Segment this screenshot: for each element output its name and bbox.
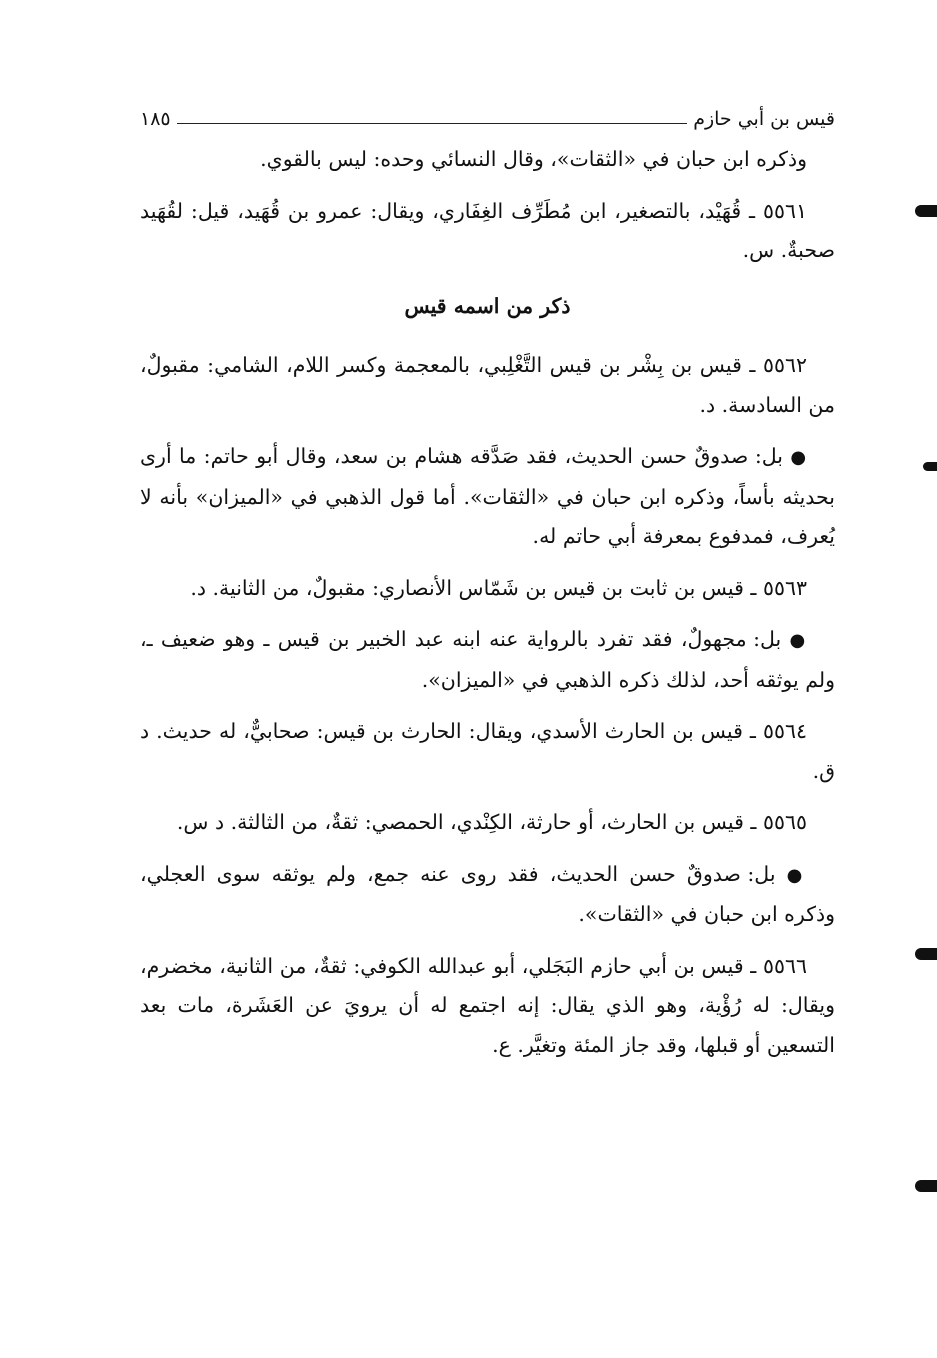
page-body xyxy=(140,140,835,1077)
bullet-icon: ● xyxy=(789,630,807,651)
section-heading xyxy=(140,287,835,327)
entry-text: ٥٥٦٤ ـ قيس بن الحارث الأسدي، ويقال: الحارث بن قيس: صحابيٌّ، له حديث. د ق. xyxy=(140,719,835,783)
entry-text: ٥٥٦٥ ـ قيس بن الحارث، أو حارثة، الكِنْدي، الحمصي: ثقةٌ، من الثالثة. د س. xyxy=(176,810,807,834)
bullet-icon: ● xyxy=(786,864,807,886)
margin-tab-mark xyxy=(915,1180,937,1192)
margin-tab-mark xyxy=(915,948,937,960)
page-header xyxy=(140,102,835,136)
comment-5562 xyxy=(140,437,835,557)
paragraph-continuation xyxy=(140,140,835,180)
running-title: قيس بن أبي حازم xyxy=(693,108,835,130)
entry-5564 xyxy=(140,712,835,791)
comment-5563 xyxy=(140,620,835,700)
margin-tab-mark xyxy=(915,205,937,217)
comment-text: بل: صدوقٌ حسن الحديث، فقد صَدَّقه هشام بن سعد، وقال أبو حاتم: ما أرى بحديثه بأساً، وذكره ابن حبان في «الثقات». أما قول الذهبي في «الميزان» بأنه لا يُعرف، فمدفوع بمعرفة أبي حاتم له. xyxy=(140,444,835,548)
entry-5565 xyxy=(140,803,835,843)
entry-text: ٥٥٦٦ ـ قيس بن أبي حازم البَجَلي، أبو عبدالله الكوفي: ثقةٌ، من الثانية، مخضرم، ويقال: له رُؤْية، وهو الذي يقال: إنه اجتمع له أن يرويَ عن العَشَرة، مات بعد التسعين أو قبلها، وقد جاز المئة وتغيَّر. ع. xyxy=(140,953,835,1057)
heading-text: ذكر من اسمه قيس xyxy=(404,293,571,318)
entry-5566 xyxy=(140,947,835,1066)
entry-text: ٥٥٦١ ـ قُهَيْد، بالتصغير، ابن مُطَرِّف الغِفَاري، ويقال: عمرو بن قُهَيد، قيل: لقُهَيد صحبةٌ. س. xyxy=(140,198,835,262)
header-rule xyxy=(177,123,688,124)
paragraph-text: وذكره ابن حبان في «الثقات»، وقال النسائي وحده: ليس بالقوي. xyxy=(260,147,807,171)
page-number: ١٨٥ xyxy=(140,108,171,130)
margin-tab-mark xyxy=(923,462,937,471)
bullet-icon: ● xyxy=(790,447,807,468)
entry-text: ٥٥٦٢ ـ قيس بن بِشْر بن قيس التَّغْلِبي، بالمعجمة وكسر اللام، الشامي: مقبولٌ، من السادسة. د. xyxy=(140,353,835,417)
entry-text: ٥٥٦٣ ـ قيس بن ثابت بن قيس بن شَمّاس الأنصاري: مقبولٌ، من الثانية. د. xyxy=(190,575,807,600)
comment-text: بل: مجهولٌ، فقد تفرد بالرواية عنه ابنه عبد الخبير بن قيس ـ وهو ضعيف ـ، ولم يوثقه أحد، لذلك ذكره الذهبي في «الميزان». xyxy=(140,627,835,692)
entry-5563 xyxy=(140,569,835,609)
entry-5562 xyxy=(140,346,835,425)
entry-5561 xyxy=(140,192,835,271)
comment-5565 xyxy=(140,855,835,935)
comment-text: بل: صدوقٌ حسن الحديث، فقد روى عنه جمع، ولم يوثقه سوى العجلي، وذكره ابن حبان في «الثقات». xyxy=(140,861,835,926)
